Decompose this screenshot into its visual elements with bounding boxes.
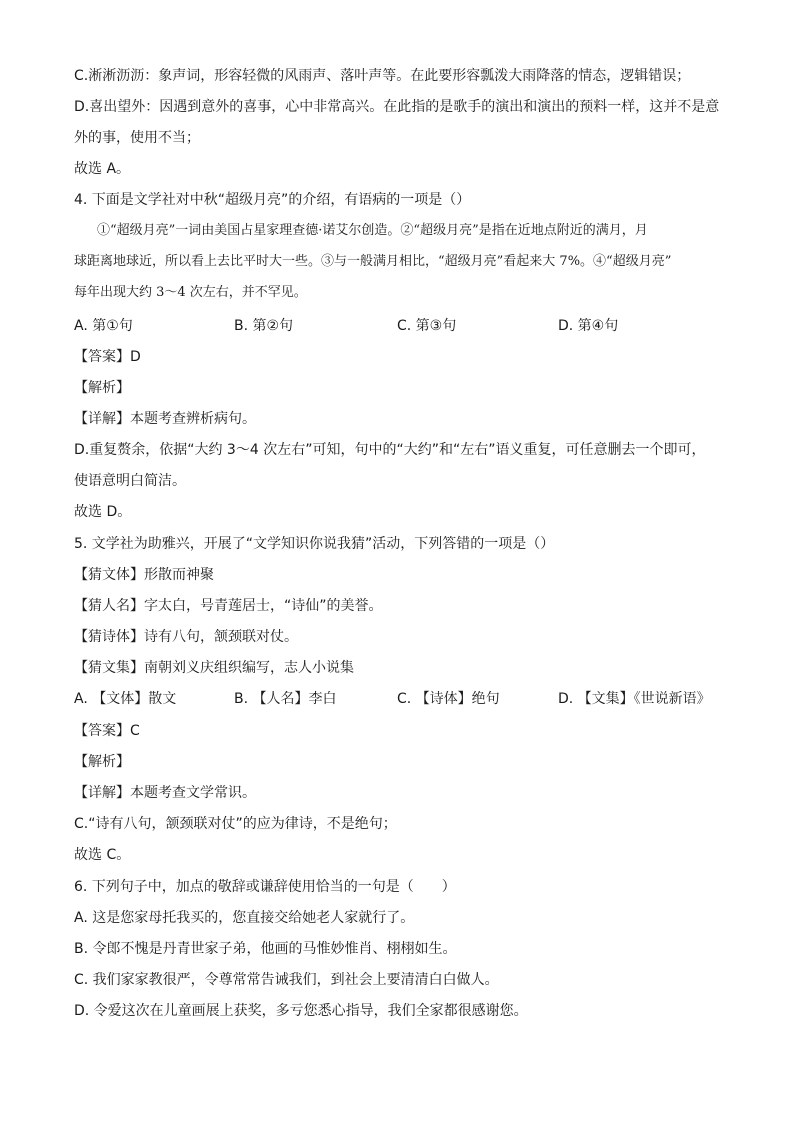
q5-option-d: D. 【文集】《世说新语》 — [558, 691, 711, 707]
text-line: D.喜出望外：因遇到意外的喜事，心中非常高兴。在此指的是歌手的演出和演出的预料一样，这并不是意 — [74, 99, 720, 115]
q5-clue: 【猜文集】南朝刘义庆组织编写，志人小说集 — [74, 660, 354, 676]
text-line: C.淅淅沥沥：象声词，形容轻微的风雨声、落叶声等。在此要形容瓢泼大雨降落的情态，逻辑错误； — [74, 68, 691, 84]
q6-option-a: A. 这是您家母托我买的，您直接交给她老人家就行了。 — [74, 910, 415, 926]
text-line: C.“诗有八句，颔颈联对仗”的应为律诗，不是绝句； — [74, 816, 397, 832]
q4-option-d: D. 第④句 — [558, 318, 619, 334]
text-line: 故选 D。 — [74, 504, 132, 520]
q5-option-a: A. 【文体】散文 — [74, 691, 177, 707]
detail-text: 【详解】本题考查辨析病句。 — [74, 411, 256, 427]
q5-clue: 【猜文体】形散而神聚 — [74, 567, 214, 583]
question-5-stem: 5. 文学社为助雅兴，开展了“文学知识你说我猜”活动，下列答错的一项是（） — [74, 536, 555, 552]
question-4-passage: 每年出现大约 3～4 次左右，并不罕见。 — [74, 285, 307, 300]
question-4-passage: 球距离地球近，所以看上去比平时大一些。③与一般满月相比，“超级月亮”看起来大 7%。④“超级月亮” — [74, 254, 672, 269]
answer-label: 【答案】D — [74, 349, 141, 365]
q4-option-b: B. 第②句 — [234, 318, 294, 334]
question-4-passage: ①“超级月亮”一词由美国占星家理查德·诺艾尔创造。②“超级月亮”是指在近地点附近的满月，月 — [97, 223, 648, 238]
analysis-label: 【解析】 — [74, 754, 130, 770]
analysis-label: 【解析】 — [74, 380, 130, 396]
question-4-stem: 4. 下面是文学社对中秋“超级月亮”的介绍，有语病的一项是（） — [74, 192, 471, 208]
q6-option-d: D. 令爱这次在儿童画展上获奖，多亏您悉心指导，我们全家都很感谢您。 — [74, 1003, 528, 1019]
q5-option-c: C. 【诗体】绝句 — [397, 691, 500, 707]
q5-clue: 【猜诗体】诗有八句，颔颈联对仗。 — [74, 629, 298, 645]
text-line: 外的事，使用不当； — [74, 130, 200, 146]
q4-option-c: C. 第③句 — [397, 318, 457, 334]
q4-option-a: A. 第①句 — [74, 318, 133, 334]
text-line: D.重复赘余，依据“大约 3～4 次左右”可知，句中的“大约”和“左右”语义重复，可任意删去一个即可， — [74, 442, 706, 458]
text-line: 故选 A。 — [74, 161, 131, 177]
question-6-stem: 6. 下列句子中，加点的敬辞或谦辞使用恰当的一句是（ ） — [74, 879, 456, 895]
text-line: 故选 C。 — [74, 847, 131, 863]
q5-option-b: B. 【人名】李白 — [234, 691, 337, 707]
q6-option-c: C. 我们家家教很严，令尊常常告诫我们，到社会上要清清白白做人。 — [74, 972, 499, 988]
text-line: 使语意明白简洁。 — [74, 473, 186, 489]
detail-text: 【详解】本题考查文学常识。 — [74, 785, 256, 801]
q6-option-b: B. 令郎不愧是丹青世家子弟，他画的马惟妙惟肖、栩栩如生。 — [74, 941, 457, 957]
answer-label: 【答案】C — [74, 723, 140, 739]
q5-clue: 【猜人名】字太白，号青莲居士，“诗仙”的美誉。 — [74, 598, 383, 614]
